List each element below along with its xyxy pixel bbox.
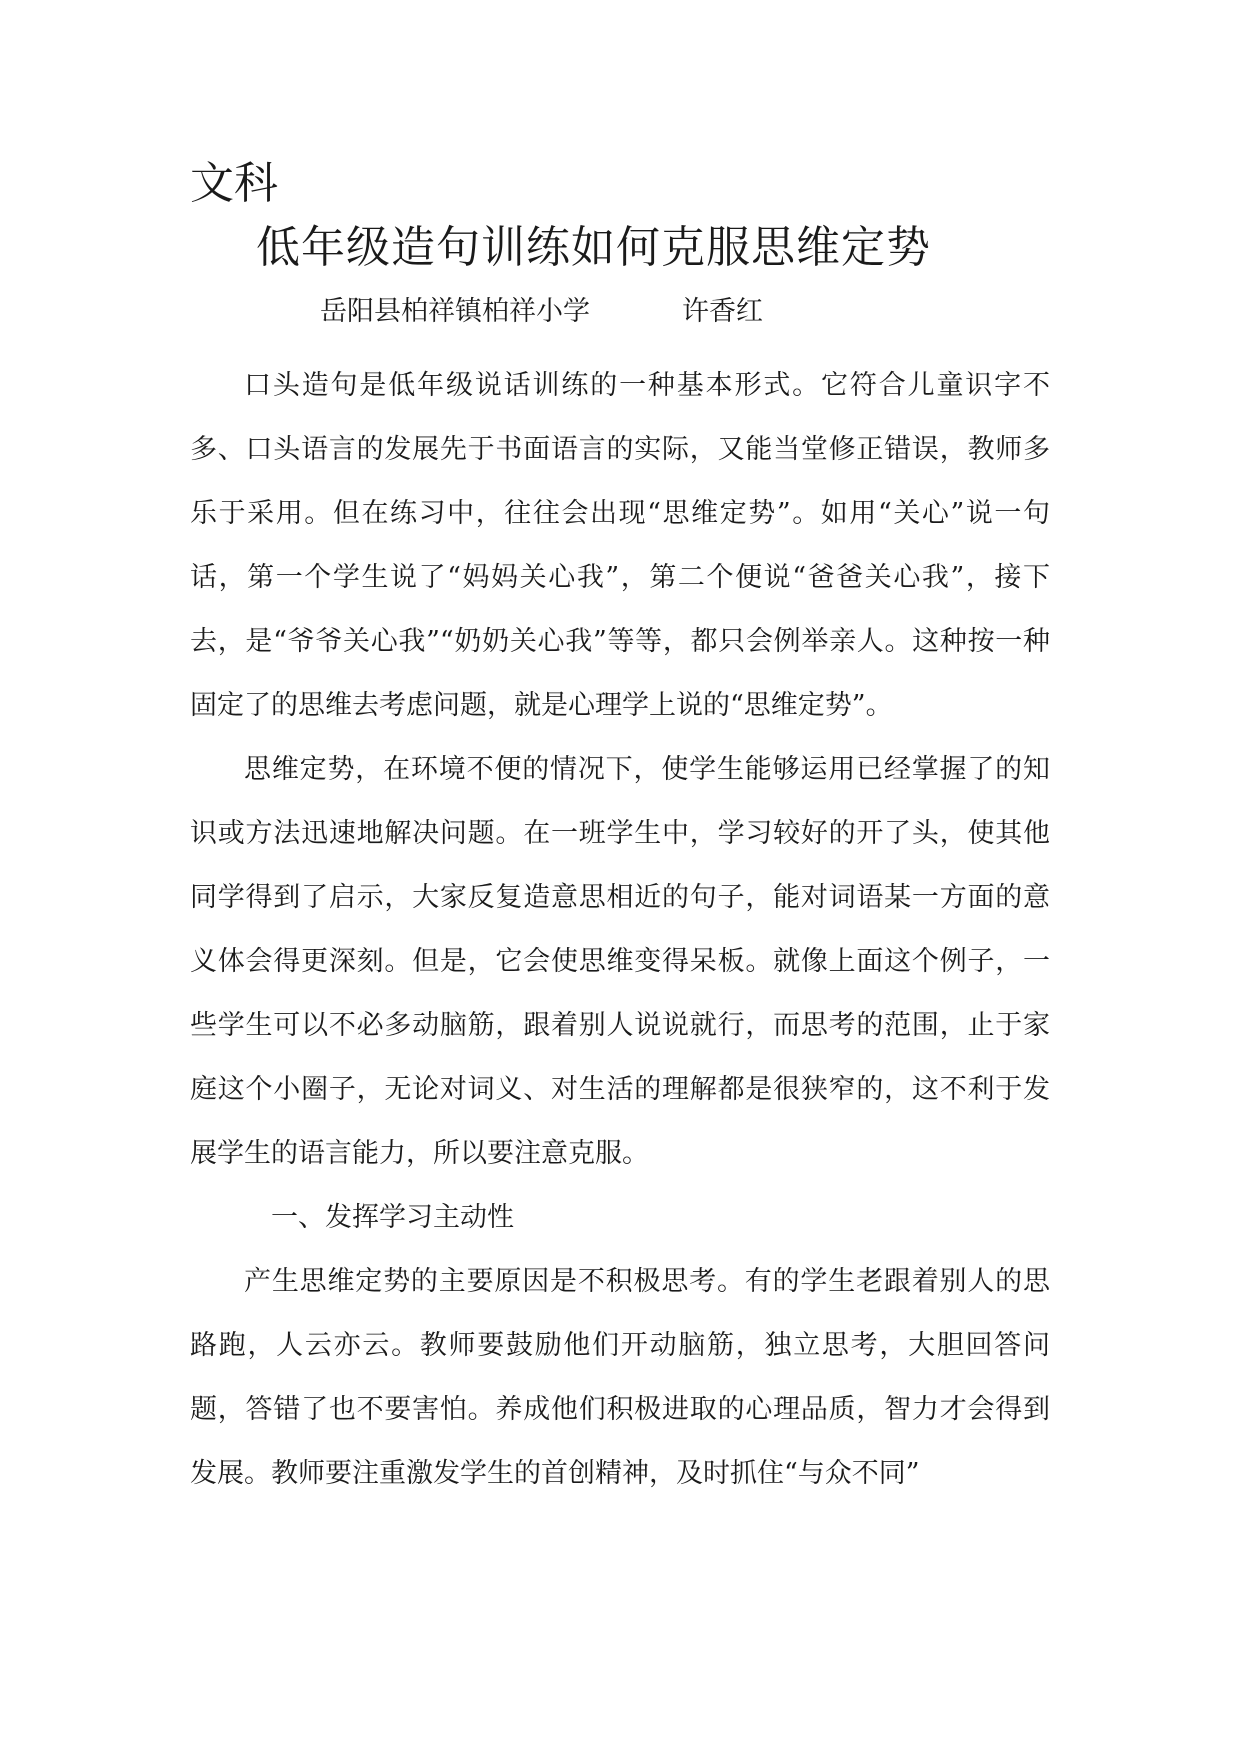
body-paragraph: 产生思维定势的主要原因是不积极思考。有的学生老跟着别人的思路跑，人云亦云。教师要鼓励他们开动脑筋，独立思考，大胆回答问题，答错了也不要害怕。养成他们积极进取的心理品质，智力才会得到发展。教师要注重激发学生的首创精神，及时抓住“与众不同”: [190, 1266, 1050, 1489]
body-paragraph: 口头造句是低年级说话训练的一种基本形式。它符合儿童识字不多、口头语言的发展先于书面语言的实际，又能当堂修正错误，教师多乐于采用。但在练习中，往往会出现“思维定势”。如用“关心”说一句话，第一个学生说了“妈妈关心我”，第二个便说“爸爸关心我”，接下去，是“爷爷关心我”“奶奶关心我”等等，都只会例举亲人。这种按一种固定了的思维去考虑问题，就是心理学上说的“思维定势”。: [190, 370, 1050, 721]
author-name: 许香红: [682, 296, 763, 327]
author-school: 岳阳县柏祥镇柏祥小学: [320, 296, 590, 327]
body-paragraph: 思维定势，在环境不便的情况下，使学生能够运用已经掌握了的知识或方法迅速地解决问题。在一班学生中，学习较好的开了头，使其他同学得到了启示，大家反复造意思相近的句子，能对词语某一方面的意义体会得更深刻。但是，它会使思维变得呆板。就像上面这个例子，一些学生可以不必多动脑筋，跟着别人说说就行，而思考的范围，止于家庭这个小圈子，无论对词义、对生活的理解都是很狭窄的，这不利于发展学生的语言能力，所以要注意克服。: [190, 754, 1050, 1169]
document-category: 文科: [190, 158, 278, 209]
document-title: 低年级造句训练如何克服思维定势: [256, 222, 931, 273]
section-heading: 一、发挥学习主动性: [271, 1202, 514, 1233]
document-body: [190, 354, 1050, 1506]
